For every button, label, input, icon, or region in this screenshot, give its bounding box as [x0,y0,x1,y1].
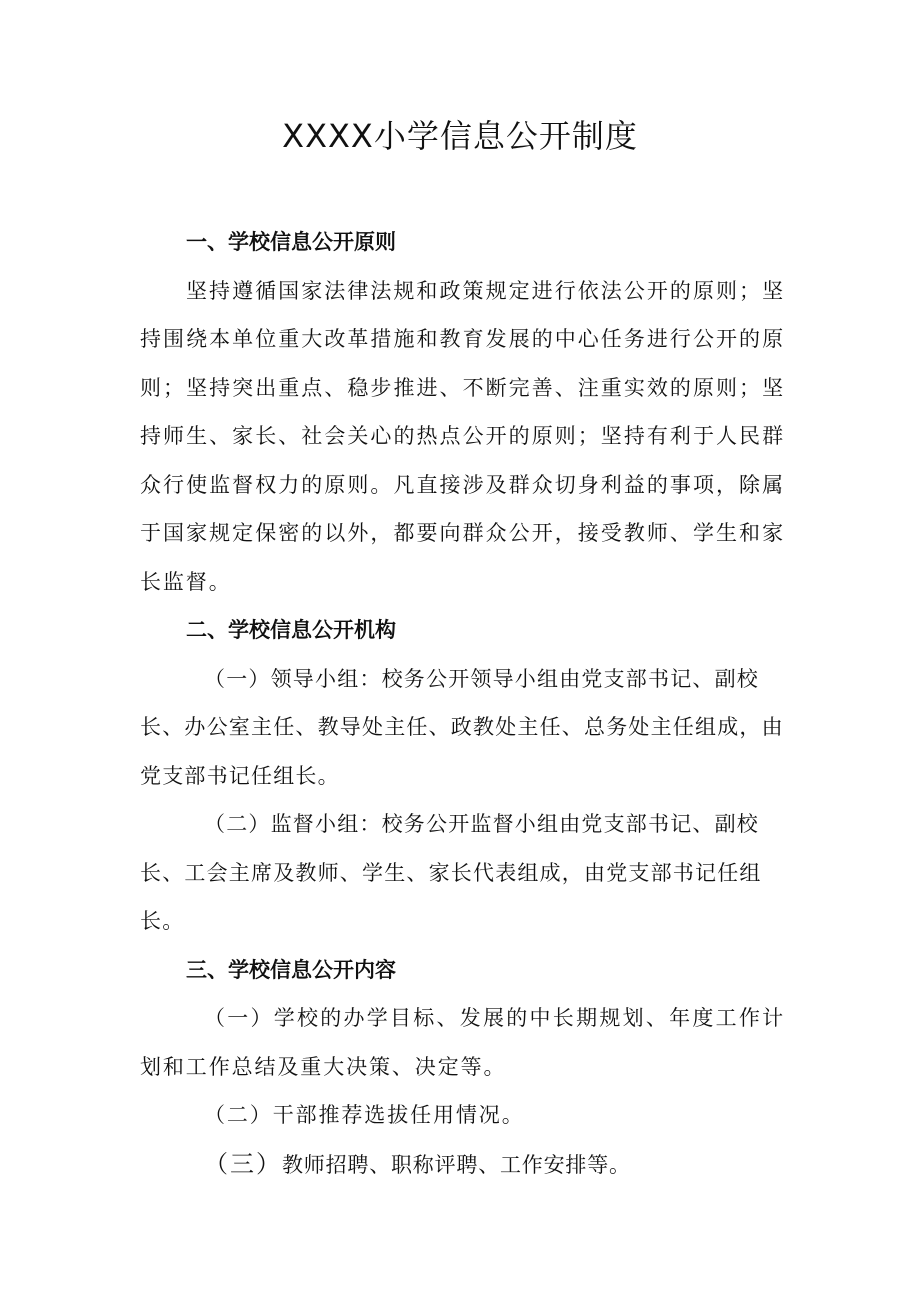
section-heading-organization: 二、学校信息公开机构 [186,618,396,642]
paragraph-supervision-group: （二）监督小组：校务公开监督小组由党支部书记、副校长、工会主席及教师、学生、家长代表组成，由党支部书记任组长。 [140,812,762,933]
item-3-text: 教师招聘、职称评聘、工作安排等。 [282,1152,631,1177]
paragraph-leadership-group: （一）领导小组：校务公开领导小组由党支部书记、副校长、办公室主任、教导处主任、政教处主任、总务处主任组成，由党支部书记任组长。 [140,666,784,788]
paragraph-principles: 坚持遵循国家法律法规和政策规定进行依法公开的原则；坚持围绕本单位重大改革措施和教育发展的中心任务进行公开的原则；坚持突出重点、稳步推进、不断完善、注重实效的原则；坚持师生、家长、社会关心的热点公开的原则；坚持有利于人民群众行使监督权力的原则。凡直接涉及群众切身利益的事项，除属于国家规定保密的以外，都要向群众公开，接受教师、学生和家长监督。 [140,278,785,594]
document-title: XXXX小学信息公开制度 [282,117,638,155]
paragraph-content-item-1: （一）学校的办学目标、发展的中长期规划、年度工作计划和工作总结及重大决策、决定等。 [140,1006,785,1079]
paragraph-content-item-2: （二）干部推荐选拔任用情况。 [204,1103,525,1127]
section-heading-content: 三、学校信息公开内容 [186,957,396,982]
document-body [140,218,785,1189]
section-heading-principles: 一、学校信息公开原则 [186,230,396,254]
paragraph-content-item-3 [140,1140,785,1190]
item-3-lead: （三） [204,1149,282,1178]
